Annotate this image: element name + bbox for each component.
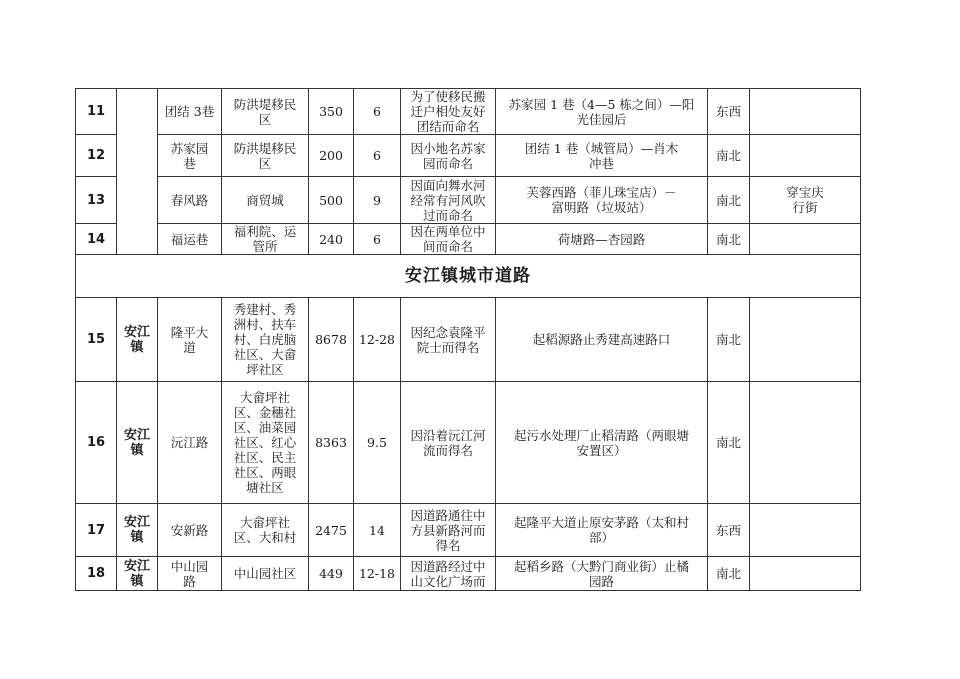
road-area: 商贸城 — [222, 177, 309, 224]
road-note — [750, 557, 861, 591]
road-length: 449 — [309, 557, 354, 591]
town-cell-empty — [117, 89, 158, 255]
table-row — [76, 557, 861, 591]
table-row — [76, 298, 861, 382]
town-name: 安江 镇 — [117, 382, 158, 504]
naming-reason: 为了使移民搬 迁户相处友好 团结而命名 — [401, 89, 496, 135]
table-row — [76, 382, 861, 504]
naming-reason: 因道路通往中 方县新路河而 得名 — [401, 504, 496, 557]
road-area: 秀建村、秀 洲村、扶车 村、白虎脑 社区、大畲 坪社区 — [222, 298, 309, 382]
road-route: 起隆平大道止原安茅路（太和村 部） — [496, 504, 708, 557]
row-number: 17 — [76, 504, 117, 557]
road-width: 6 — [354, 89, 401, 135]
road-note — [750, 504, 861, 557]
road-width: 12-28 — [354, 298, 401, 382]
road-area: 大畲坪社 区、大和村 — [222, 504, 309, 557]
road-route: 起污水处理厂止稻清路（两眼塘 安置区） — [496, 382, 708, 504]
road-area: 防洪堤移民 区 — [222, 89, 309, 135]
road-length: 240 — [309, 224, 354, 255]
table-row — [76, 224, 861, 255]
road-length: 2475 — [309, 504, 354, 557]
road-name: 隆平大 道 — [158, 298, 222, 382]
road-length: 8678 — [309, 298, 354, 382]
road-name: 福运巷 — [158, 224, 222, 255]
road-direction: 南北 — [708, 298, 750, 382]
road-direction: 南北 — [708, 224, 750, 255]
row-number: 18 — [76, 557, 117, 591]
road-area: 福利院、运 管所 — [222, 224, 309, 255]
road-name: 安新路 — [158, 504, 222, 557]
table-row — [76, 135, 861, 177]
road-area: 大畲坪社 区、金穗社 区、油菜园 社区、红心 社区、民主 社区、两眼 塘社区 — [222, 382, 309, 504]
naming-reason: 因沿着沅江河 流而得名 — [401, 382, 496, 504]
road-width: 6 — [354, 224, 401, 255]
town-name: 安江 镇 — [117, 504, 158, 557]
road-name: 苏家园 巷 — [158, 135, 222, 177]
road-direction: 南北 — [708, 135, 750, 177]
road-route: 起稻源路止秀建高速路口 — [496, 298, 708, 382]
road-name: 春风路 — [158, 177, 222, 224]
road-route: 苏家园 1 巷（4—5 栋之间）—阳 光佳园后 — [496, 89, 708, 135]
section-row — [76, 255, 861, 298]
road-note — [750, 224, 861, 255]
row-number: 12 — [76, 135, 117, 177]
town-name: 安江 镇 — [117, 298, 158, 382]
naming-reason: 因在两单位中 间而命名 — [401, 224, 496, 255]
road-name: 中山园 路 — [158, 557, 222, 591]
road-area: 中山园社区 — [222, 557, 309, 591]
road-note — [750, 89, 861, 135]
road-name: 沅江路 — [158, 382, 222, 504]
road-name: 团结 3巷 — [158, 89, 222, 135]
street-name-table — [75, 88, 861, 591]
table-row — [76, 504, 861, 557]
table-row — [76, 89, 861, 135]
naming-reason: 因纪念袁隆平 院士而得名 — [401, 298, 496, 382]
road-direction: 南北 — [708, 177, 750, 224]
road-direction: 东西 — [708, 89, 750, 135]
row-number: 16 — [76, 382, 117, 504]
naming-reason: 因道路经过中 山文化广场而 — [401, 557, 496, 591]
road-area: 防洪堤移民 区 — [222, 135, 309, 177]
row-number: 15 — [76, 298, 117, 382]
road-note — [750, 298, 861, 382]
section-title: 安江镇城市道路 — [76, 255, 861, 298]
table-row — [76, 177, 861, 224]
road-note: 穿宝庆 行街 — [750, 177, 861, 224]
road-length: 500 — [309, 177, 354, 224]
row-number: 11 — [76, 89, 117, 135]
road-route: 芙蓉西路（菲儿珠宝店）－ 富明路（垃圾站） — [496, 177, 708, 224]
road-width: 9 — [354, 177, 401, 224]
row-number: 14 — [76, 224, 117, 255]
town-name: 安江 镇 — [117, 557, 158, 591]
road-route: 荷塘路—杏园路 — [496, 224, 708, 255]
road-route: 起稻乡路（大黔门商业街）止橘 园路 — [496, 557, 708, 591]
naming-reason: 因面向舞水河 经常有河风吹 过而命名 — [401, 177, 496, 224]
road-length: 350 — [309, 89, 354, 135]
row-number: 13 — [76, 177, 117, 224]
road-note — [750, 382, 861, 504]
road-width: 14 — [354, 504, 401, 557]
road-note — [750, 135, 861, 177]
road-direction: 东西 — [708, 504, 750, 557]
road-length: 200 — [309, 135, 354, 177]
road-direction: 南北 — [708, 557, 750, 591]
naming-reason: 因小地名苏家 园而命名 — [401, 135, 496, 177]
road-route: 团结 1 巷（城管局）—肖木 冲巷 — [496, 135, 708, 177]
road-width: 6 — [354, 135, 401, 177]
road-direction: 南北 — [708, 382, 750, 504]
road-width: 9.5 — [354, 382, 401, 504]
road-length: 8363 — [309, 382, 354, 504]
road-width: 12-18 — [354, 557, 401, 591]
